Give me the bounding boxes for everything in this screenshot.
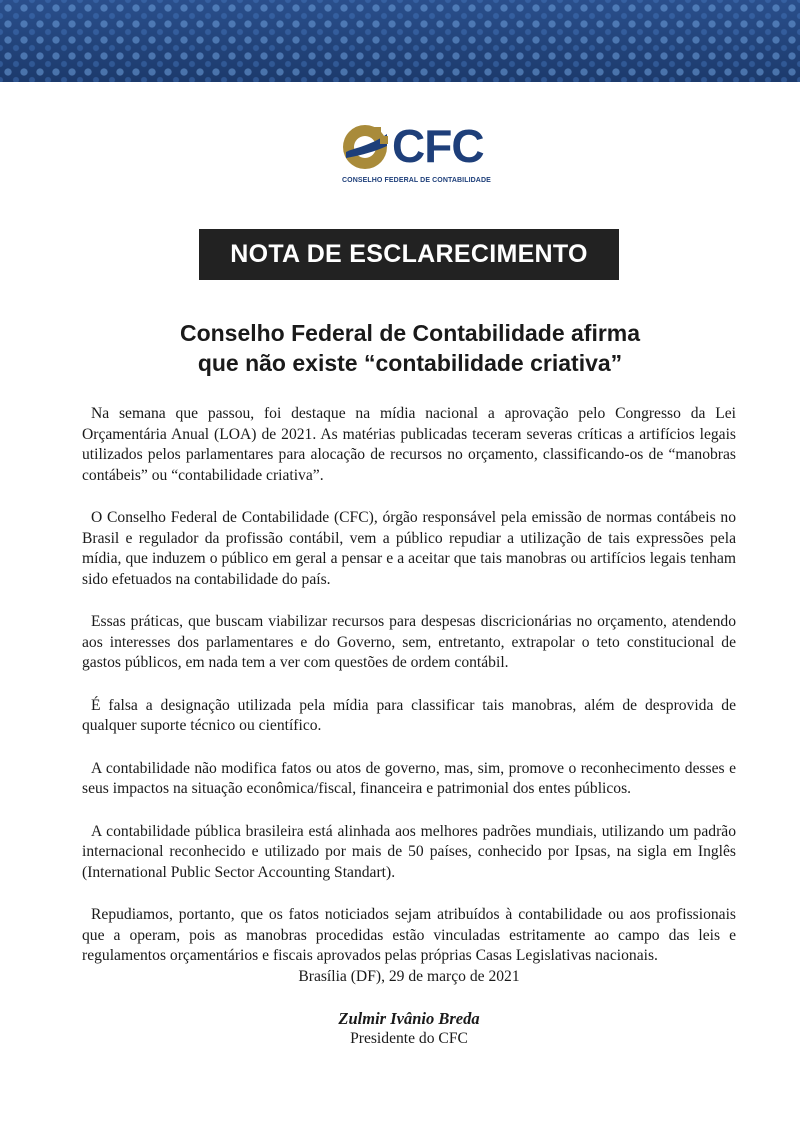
paragraph: Repudiamos, portanto, que os fatos noticiados sejam atribuídos à contabilidade ou aos profissionais que a operam, pois as manobras procedidas estão vinculadas estritamente ao campo das leis e regulamentos orçamentários e fiscais aprovados pelas próprias Casas Legislativas nacionais.	[82, 906, 736, 964]
paragraph: Essas práticas, que buscam viabilizar recursos para despesas discricionárias no orçamento, atendendo aos interesses dos parlamentares e do Governo, sem, entretanto, extrapolar o teto constitucional de gastos públicos, em nada tem a ver com questões de ordem contábil.	[82, 613, 736, 671]
logo-wordmark: CFC	[392, 120, 484, 172]
top-decorative-banner	[0, 0, 800, 82]
document-body	[82, 404, 736, 989]
logo-subtitle: CONSELHO FEDERAL DE CONTABILIDADE	[342, 177, 491, 184]
paragraph: A contabilidade pública brasileira está alinhada aos melhores padrões mundiais, utilizando um padrão internacional reconhecido e utilizado por mais de 50 países, conhecido por Ipsas, na sigla em Inglês (International Public Sector Accounting Standart).	[82, 822, 736, 881]
paragraph: É falsa a designação utilizada pela mídia para classificar tais manobras, além de desprovida de qualquer suporte técnico ou científico.	[82, 696, 736, 734]
paragraph: Na semana que passou, foi destaque na mídia nacional a aprovação pelo Congresso da Lei Orçamentária Anual (LOA) de 2021. As matérias publicadas teceram severas críticas a artifícios legais utilizados pelos parlamentares para alocação de recursos no orçamento, classificando-os de “manobras contábeis” ou “contabilidade criativa”.	[82, 405, 736, 484]
headline-line-2: que não existe “contabilidade criativa”	[197, 350, 623, 376]
date-line: Brasília (DF), 29 de março de 2021	[298, 968, 520, 985]
headline-line-1: Conselho Federal de Contabilidade afirma	[179, 320, 641, 346]
signer-role: Presidente do CFC	[350, 1030, 468, 1047]
signer-name: Zulmir Ivânio Breda	[338, 1009, 480, 1028]
cfc-emblem-icon	[340, 122, 390, 172]
headline	[100, 318, 720, 378]
cfc-logo	[340, 120, 500, 192]
paragraph: O Conselho Federal de Contabilidade (CFC), órgão responsável pela emissão de normas contábeis no Brasil e regulador da profissão contábil, vem a público repudiar a utilização de tais expressões pela mídia, que induzem o público em geral a pensar e a aceitar que tais manobras ou artifícios legais tenham sido efetuados na contabilidade do país.	[82, 509, 736, 588]
paragraph: A contabilidade não modifica fatos ou atos de governo, mas, sim, promove o reconhecimento desses e seus impactos na situação econômica/fiscal, financeira e patrimonial dos entes públicos.	[82, 759, 736, 797]
document-type-title: NOTA DE ESCLARECIMENTO	[199, 229, 619, 280]
